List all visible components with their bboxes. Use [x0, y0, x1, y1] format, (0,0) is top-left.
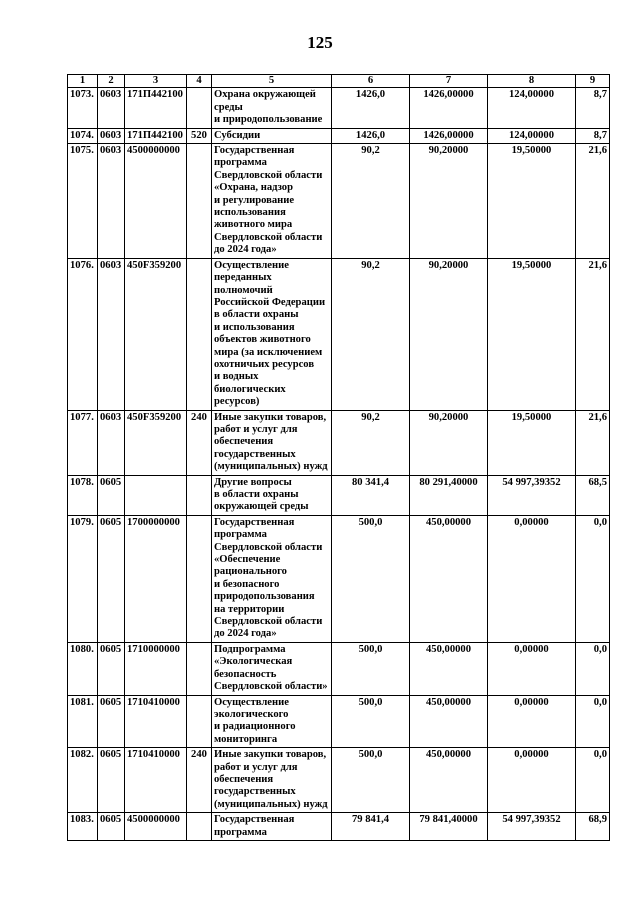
item-name-cell: Государственная программа: [212, 813, 332, 841]
row-number-cell: 1078.: [68, 475, 98, 515]
target-code-cell: 1710000000: [125, 642, 187, 695]
row-number-cell: 1073.: [68, 88, 98, 128]
expense-type-cell: [187, 695, 212, 748]
approved-amount-cell: 79 841,4: [332, 813, 410, 841]
column-header: 4: [187, 75, 212, 88]
approved-amount-cell: 90,2: [332, 144, 410, 259]
expense-type-cell: [187, 258, 212, 410]
section-code-cell: 0603: [98, 258, 125, 410]
approved-amount-cell: 90,2: [332, 410, 410, 475]
execution-percent-cell: 0,0: [576, 748, 610, 813]
execution-percent-cell: 21,6: [576, 144, 610, 259]
executed-amount-cell: 124,00000: [488, 128, 576, 143]
item-name-cell: Осуществление экологического и радиационного мониторинга: [212, 695, 332, 748]
section-code-cell: 0605: [98, 695, 125, 748]
approved-amount-cell: 1426,0: [332, 128, 410, 143]
target-code-cell: 450F359200: [125, 410, 187, 475]
budget-table: [67, 74, 610, 841]
section-code-cell: 0603: [98, 88, 125, 128]
item-name-cell: Подпрограмма «Экологическая безопасность Свердловской области»: [212, 642, 332, 695]
expense-type-cell: [187, 813, 212, 841]
target-code-cell: 450F359200: [125, 258, 187, 410]
expense-type-cell: [187, 144, 212, 259]
column-header: 1: [68, 75, 98, 88]
execution-percent-cell: 0,0: [576, 695, 610, 748]
target-code-cell: 1710410000: [125, 748, 187, 813]
table-row: [68, 695, 610, 748]
approved-amount-cell: 500,0: [332, 642, 410, 695]
table-header-row: [68, 75, 610, 88]
approved-amount-cell: 500,0: [332, 695, 410, 748]
expense-type-cell: [187, 475, 212, 515]
row-number-cell: 1074.: [68, 128, 98, 143]
column-header: 3: [125, 75, 187, 88]
planned-amount-cell: 90,20000: [410, 144, 488, 259]
row-number-cell: 1076.: [68, 258, 98, 410]
approved-amount-cell: 500,0: [332, 515, 410, 642]
executed-amount-cell: 124,00000: [488, 88, 576, 128]
executed-amount-cell: 0,00000: [488, 642, 576, 695]
target-code-cell: 1710410000: [125, 695, 187, 748]
section-code-cell: 0603: [98, 128, 125, 143]
target-code-cell: 171П442100: [125, 88, 187, 128]
table-row: [68, 88, 610, 128]
table-row: [68, 410, 610, 475]
execution-percent-cell: 8,7: [576, 128, 610, 143]
expense-type-cell: 240: [187, 410, 212, 475]
execution-percent-cell: 68,9: [576, 813, 610, 841]
table-row: [68, 642, 610, 695]
row-number-cell: 1083.: [68, 813, 98, 841]
row-number-cell: 1077.: [68, 410, 98, 475]
section-code-cell: 0603: [98, 144, 125, 259]
section-code-cell: 0605: [98, 748, 125, 813]
expense-type-cell: 520: [187, 128, 212, 143]
column-header: 6: [332, 75, 410, 88]
executed-amount-cell: 0,00000: [488, 695, 576, 748]
table-row: [68, 258, 610, 410]
expense-type-cell: [187, 642, 212, 695]
column-header: 8: [488, 75, 576, 88]
row-number-cell: 1082.: [68, 748, 98, 813]
expense-type-cell: 240: [187, 748, 212, 813]
executed-amount-cell: 0,00000: [488, 748, 576, 813]
approved-amount-cell: 90,2: [332, 258, 410, 410]
row-number-cell: 1080.: [68, 642, 98, 695]
column-header: 9: [576, 75, 610, 88]
executed-amount-cell: 54 997,39352: [488, 475, 576, 515]
planned-amount-cell: 1426,00000: [410, 88, 488, 128]
target-code-cell: 171П442100: [125, 128, 187, 143]
planned-amount-cell: 450,00000: [410, 515, 488, 642]
item-name-cell: Осуществление переданных полномочий Российской Федерации в области охраны и использования объектов животного мира (за исключением охотничьих ресурсов и водных биологических ресурсов): [212, 258, 332, 410]
expense-type-cell: [187, 515, 212, 642]
executed-amount-cell: 19,50000: [488, 144, 576, 259]
column-header: 7: [410, 75, 488, 88]
execution-percent-cell: 0,0: [576, 642, 610, 695]
table-row: [68, 515, 610, 642]
execution-percent-cell: 0,0: [576, 515, 610, 642]
executed-amount-cell: 19,50000: [488, 258, 576, 410]
target-code-cell: 4500000000: [125, 813, 187, 841]
execution-percent-cell: 21,6: [576, 410, 610, 475]
target-code-cell: 4500000000: [125, 144, 187, 259]
approved-amount-cell: 80 341,4: [332, 475, 410, 515]
table-row: [68, 813, 610, 841]
page-number: 125: [307, 33, 333, 52]
item-name-cell: Государственная программа Свердловской области «Обеспечение рационального и безопасного природопользования на территории Свердловской области до 2024 года»: [212, 515, 332, 642]
section-code-cell: 0605: [98, 813, 125, 841]
planned-amount-cell: 90,20000: [410, 258, 488, 410]
approved-amount-cell: 500,0: [332, 748, 410, 813]
planned-amount-cell: 90,20000: [410, 410, 488, 475]
expense-type-cell: [187, 88, 212, 128]
row-number-cell: 1081.: [68, 695, 98, 748]
execution-percent-cell: 68,5: [576, 475, 610, 515]
executed-amount-cell: 19,50000: [488, 410, 576, 475]
planned-amount-cell: 450,00000: [410, 695, 488, 748]
section-code-cell: 0605: [98, 475, 125, 515]
item-name-cell: Другие вопросы в области охраны окружающей среды: [212, 475, 332, 515]
executed-amount-cell: 54 997,39352: [488, 813, 576, 841]
section-code-cell: 0605: [98, 642, 125, 695]
row-number-cell: 1079.: [68, 515, 98, 642]
item-name-cell: Иные закупки товаров, работ и услуг для обеспечения государственных (муниципальных) нужд: [212, 410, 332, 475]
table-row: [68, 748, 610, 813]
row-number-cell: 1075.: [68, 144, 98, 259]
table-row: [68, 475, 610, 515]
planned-amount-cell: 450,00000: [410, 748, 488, 813]
target-code-cell: 1700000000: [125, 515, 187, 642]
column-header: 2: [98, 75, 125, 88]
item-name-cell: Охрана окружающей среды и природопользование: [212, 88, 332, 128]
approved-amount-cell: 1426,0: [332, 88, 410, 128]
column-header: 5: [212, 75, 332, 88]
executed-amount-cell: 0,00000: [488, 515, 576, 642]
planned-amount-cell: 1426,00000: [410, 128, 488, 143]
section-code-cell: 0603: [98, 410, 125, 475]
execution-percent-cell: 8,7: [576, 88, 610, 128]
planned-amount-cell: 450,00000: [410, 642, 488, 695]
item-name-cell: Иные закупки товаров, работ и услуг для обеспечения государственных (муниципальных) нужд: [212, 748, 332, 813]
planned-amount-cell: 80 291,40000: [410, 475, 488, 515]
section-code-cell: 0605: [98, 515, 125, 642]
table-row: [68, 144, 610, 259]
table-row: [68, 128, 610, 143]
item-name-cell: Субсидии: [212, 128, 332, 143]
item-name-cell: Государственная программа Свердловской области «Охрана, надзор и регулирование использования животного мира Свердловской области до 2024 года»: [212, 144, 332, 259]
planned-amount-cell: 79 841,40000: [410, 813, 488, 841]
target-code-cell: [125, 475, 187, 515]
execution-percent-cell: 21,6: [576, 258, 610, 410]
